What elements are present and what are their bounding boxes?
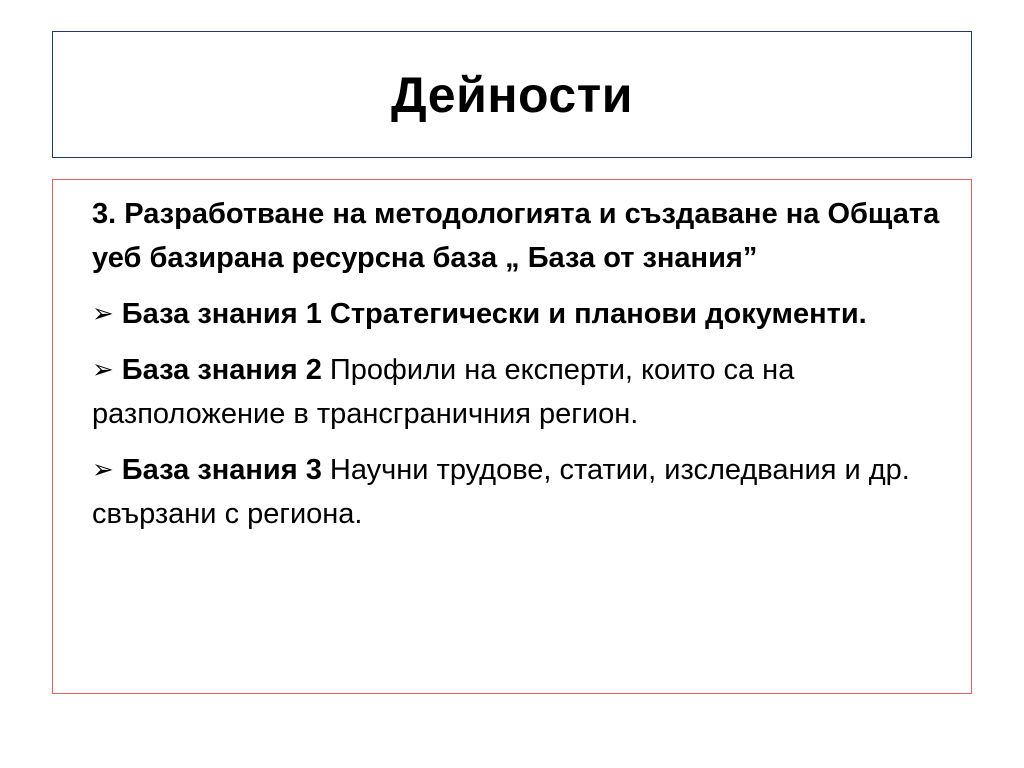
bullet-rest-text: Научни трудове, статии, изследвания и др. свързани с региона.	[92, 454, 910, 530]
bullet-item-2	[92, 348, 951, 436]
arrow-bullet-icon: ➢	[92, 299, 114, 329]
bullet-bold-text: База знания 2	[121, 354, 322, 386]
bullet-item-1	[92, 292, 951, 336]
intro-paragraph: 3. Разработване на методологията и създаване на Общата уеб базирана ресурсна база „ База от знания”	[92, 198, 940, 274]
bullet-bold-text: База знания 3	[121, 454, 322, 486]
bullet-rest-text: Профили на експерти, които са на разположение в трансграничния регион.	[92, 354, 795, 430]
bullet-item-3	[92, 448, 951, 536]
title-box	[52, 31, 972, 158]
content-box	[52, 179, 972, 694]
bullet-bold-text: База знания 1 Стратегически и планови документи.	[121, 298, 867, 330]
arrow-bullet-icon: ➢	[92, 355, 114, 385]
arrow-bullet-icon: ➢	[92, 455, 114, 485]
slide-title: Дейности	[391, 66, 633, 123]
